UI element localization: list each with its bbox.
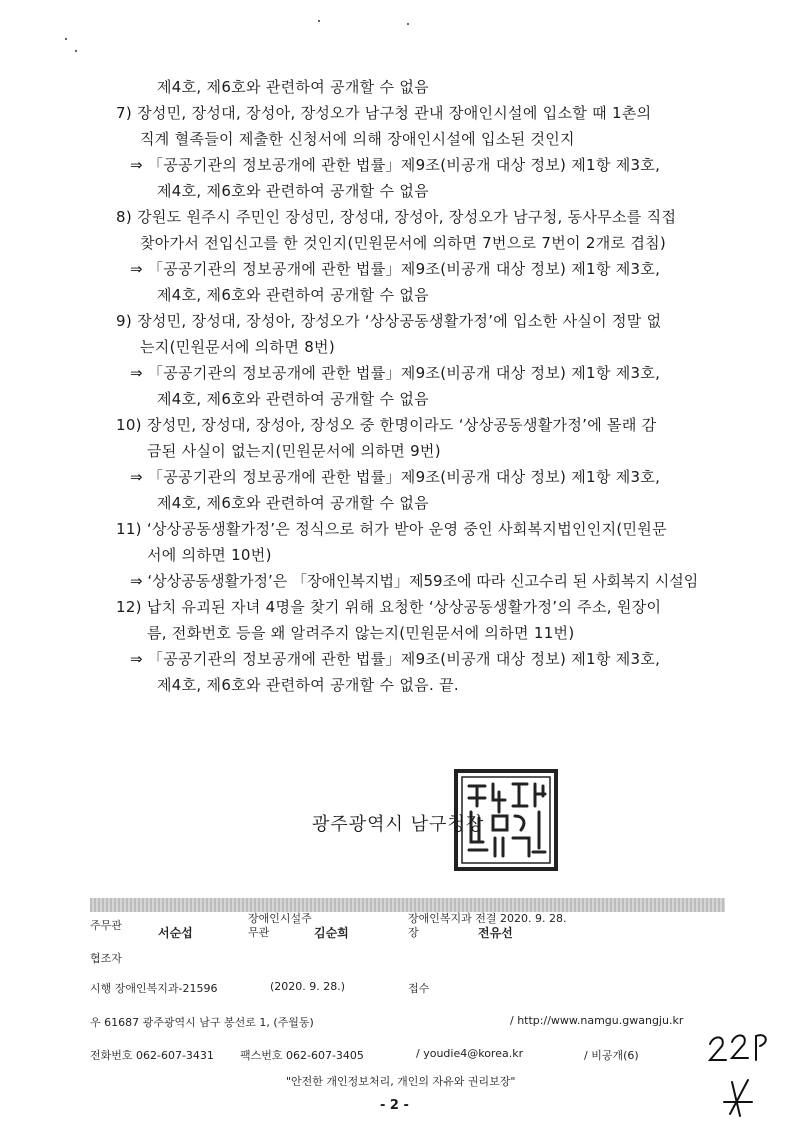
body-line: 직계 혈족들이 제출한 신청서에 의해 장애인시설에 입소된 것인지 [140,130,575,148]
body-line: 제4호, 제6호와 관련하여 공개할 수 없음 [157,286,429,304]
website: / http://www.namgu.gwangju.kr [510,1014,684,1027]
address: 우 61687 광주광역시 남구 봉선로 1, (주월동) [90,1016,314,1029]
scan-speck [75,50,77,52]
body-line: ⇒ 「공공기관의 정보공개에 관한 법률」제9조(비공개 대상 정보) 제1항 제3호, [130,364,661,382]
body-line: ⇒ 「공공기관의 정보공개에 관한 법률」제9조(비공개 대상 정보) 제1항 제3호, [130,156,661,174]
approver-name: 김순희 [314,926,349,940]
receipt-label: 접수 [408,982,430,995]
scan-speck [65,38,67,40]
body-line: 8) 강원도 원주시 주민인 장성민, 장성대, 장성아, 장성오가 남구청, 동사무소를 직접 [116,208,677,226]
email: / youdie4@korea.kr [416,1047,524,1060]
phone: 전화번호 062-607-3431 [90,1049,214,1062]
slogan: "안전한 개인정보처리, 개인의 자유와 권리보장" [286,1075,516,1088]
enforcement-date: (2020. 9. 28.) [270,980,346,993]
body-line: ⇒ 「공공기관의 정보공개에 관한 법률」제9조(비공개 대상 정보) 제1항 제3호, [130,468,661,486]
body-line: 찾아가서 전입신고를 한 것인지(민원문서에 의하면 7번으로 7번이 2개로 겹침) [140,234,667,252]
approver-role: 무관 [248,926,270,939]
body-line: 12) 납치 유괴된 자녀 4명을 찾기 위해 요청한 ‘상상공동생활가정’의 주소, 원장이 [116,598,662,616]
body-line: 제4호, 제6호와 관련하여 공개할 수 없음. 끝. [157,676,459,694]
disclosure-status: / 비공개(6) [584,1049,639,1062]
final-approver-name: 전유선 [478,926,513,940]
body-line: 는지(민원문서에 의하면 8번) [140,338,335,356]
body-line: 제4호, 제6호와 관련하여 공개할 수 없음 [157,390,429,408]
body-line: 제4호, 제6호와 관련하여 공개할 수 없음 [157,182,429,200]
final-approval-role: 장 [408,926,419,939]
scan-speck [318,20,320,22]
fax: 팩스번호 062-607-3405 [240,1049,364,1062]
body-line: 제4호, 제6호와 관련하여 공개할 수 없음 [157,78,429,96]
approver-role: 장애인시설주 [248,912,312,925]
cooperator-label: 협조자 [90,952,122,965]
body-line: ⇒ 「공공기관의 정보공개에 관한 법률」제9조(비공개 대상 정보) 제1항 제3호, [130,650,661,668]
body-line: 서에 의하면 10번) [147,546,272,564]
body-line: ⇒ 「공공기관의 정보공개에 관한 법률」제9조(비공개 대상 정보) 제1항 제3호, [130,260,661,278]
scan-speck [407,23,409,25]
body-line: 9) 장성민, 장성대, 장성아, 장성오가 ‘상상공동생활가정’에 입소한 사실이 정말 없 [116,312,662,330]
body-line: 름, 전화번호 등을 왜 알려주지 않는지(민원문서에 의하면 11번) [147,624,575,642]
body-line: 금된 사실이 없는지(민원문서에 의하면 9번) [147,442,441,460]
body-line: 11) ‘상상공동생활가정’은 정식으로 허가 받아 운영 중인 사회복지법인인지(민원문 [116,520,667,538]
enforcement-number: 시행 장애인복지과-21596 [90,982,218,995]
issuer-name: 광주광역시 남구청장 [312,814,485,835]
page-number: - 2 - [380,1098,409,1113]
main-officer-label: 주무관 [90,919,122,932]
main-officer-name: 서순섭 [158,926,193,940]
body-line: 제4호, 제6호와 관련하여 공개할 수 없음 [157,494,429,512]
body-line: ⇒ ‘상상공동생활가정’은 「장애인복지법」제59조에 따라 신고수리 된 사회복지 시설임 [130,572,699,590]
handwritten-note [700,1022,780,1122]
final-approval-role: 장애인복지과 전결 2020. 9. 28. [408,912,567,925]
body-line: 10) 장성민, 장성대, 장성아, 장성오 중 한명이라도 ‘상상공동생활가정’에 몰래 감 [116,416,657,434]
body-line: 7) 장성민, 장성대, 장성아, 장성오가 남구청 관내 장애인시설에 입소할 때 1촌의 [116,104,652,122]
